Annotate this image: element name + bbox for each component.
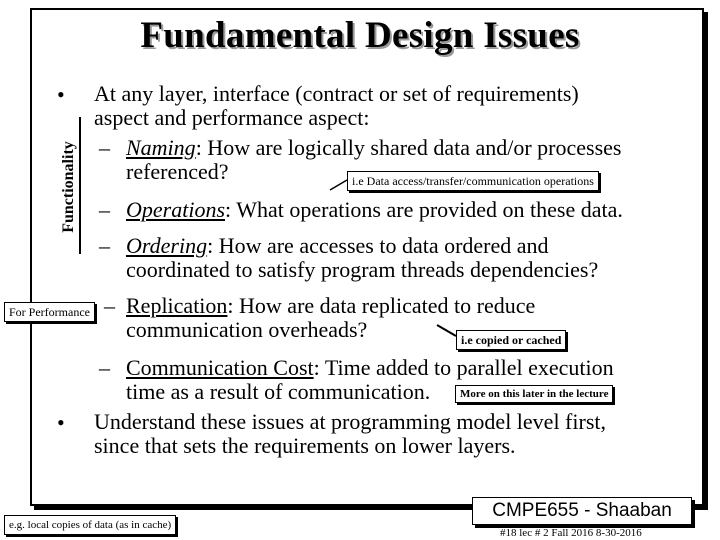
naming-desc: : How are logically shared data and/or processes bbox=[195, 135, 622, 160]
ordering-dash: – bbox=[99, 233, 110, 258]
ordering-line-2: coordinated to satisfy program threads dependencies? bbox=[126, 257, 599, 282]
data-access-connector bbox=[330, 180, 347, 190]
replication-dash: – bbox=[104, 293, 115, 318]
replication-term: Replication bbox=[126, 293, 228, 318]
naming-line-2: referenced? bbox=[126, 159, 229, 184]
bullet-marker: • bbox=[57, 82, 65, 107]
copied-callout: i.e copied or cached bbox=[456, 330, 566, 350]
operations-term: Operations bbox=[126, 197, 225, 222]
naming-term: Naming bbox=[126, 135, 196, 160]
bullet-2-line-2: since that sets the requirements on lower layers. bbox=[94, 433, 516, 458]
comm-cost-desc: : Time added to parallel execution bbox=[313, 355, 614, 380]
comm-cost-line-2: time as a result of communication. bbox=[126, 379, 431, 404]
bullet-marker: • bbox=[57, 410, 65, 435]
bullet-1-line-1: At any layer, interface (contract or set of requirements) bbox=[94, 81, 579, 106]
replication-desc: : How are data replicated to reduce bbox=[227, 293, 536, 318]
slide-info: #18 lec # 2 Fall 2016 8-30-2016 bbox=[500, 527, 642, 539]
operations-desc: : What operations are provided on these data. bbox=[225, 197, 623, 222]
naming-dash: – bbox=[99, 135, 110, 160]
comm-cost-dash: – bbox=[99, 355, 110, 380]
ordering-term: Ordering bbox=[126, 233, 208, 258]
operations-dash: – bbox=[99, 197, 110, 222]
local-copies-callout: e.g. local copies of data (as in cache) bbox=[4, 515, 176, 535]
more-later-callout: More on this later in the lecture bbox=[455, 385, 613, 403]
bullet-1-line-2: aspect and performance aspect: bbox=[94, 105, 370, 130]
copied-connector bbox=[437, 325, 456, 336]
course-footer: CMPE655 - Shaaban bbox=[472, 497, 692, 525]
data-access-callout: i.e Data access/transfer/communication operations bbox=[347, 171, 599, 191]
slide-title: Fundamental Design Issues bbox=[140, 15, 580, 56]
replication-line-2: communication overheads? bbox=[126, 317, 368, 342]
comm-cost-term: Communication Cost bbox=[126, 355, 314, 380]
bullet-2-line-1: Understand these issues at programming model level first, bbox=[94, 409, 606, 434]
ordering-desc: : How are accesses to data ordered and bbox=[207, 233, 549, 258]
for-performance-label: For Performance bbox=[4, 302, 95, 322]
functionality-label: Functionality bbox=[60, 141, 77, 233]
